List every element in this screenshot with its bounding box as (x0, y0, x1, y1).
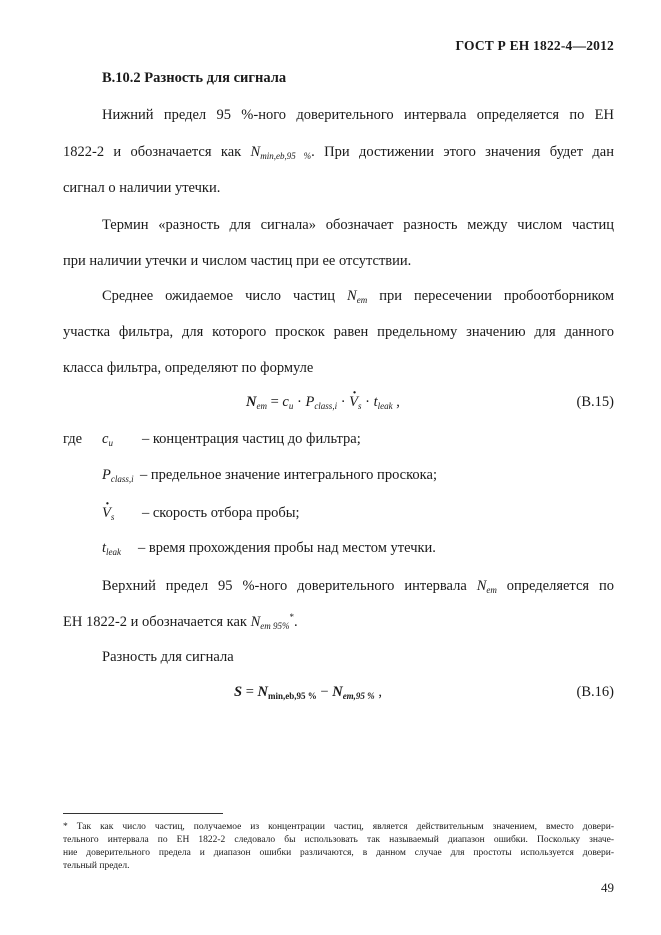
def-cu-symbol: $c_u$ (102, 431, 113, 448)
def-vs-text: – скорость отбора пробы; (142, 505, 300, 521)
formula-b15: $N_{em} = c_u \cdot P_{class,i}$ · · $V_s \cdot t_{leak}$ , (246, 394, 400, 411)
page-number: 49 (601, 880, 614, 895)
equation-number-b16: (B.16) (576, 684, 614, 700)
para2-line1: Термин «разность для сигнала» обозначает разность между числом частиц (102, 217, 614, 233)
def-vs-symbol: · $V_s$ (102, 505, 114, 522)
footnote-line4: тельный предел. (63, 861, 130, 871)
footnote-marker: * (289, 612, 295, 622)
n-min-symbol: N (250, 144, 261, 160)
equation-number-b15: (B.15) (576, 394, 614, 410)
para1-line2: 1822-2 и обозначается как $N_{min,eb,95 \%}$. При достижении этого значения будет дан (63, 144, 614, 161)
def-pclass-symbol: $P_{class,i}$ (102, 467, 134, 484)
para4-line2: ЕН 1822-2 и обозначается как $N_{em 95\%}^*$. (63, 612, 298, 631)
def-tleak-symbol: $t_{leak}$ (102, 540, 122, 557)
footnote-divider (63, 813, 223, 814)
para3-line2: участка фильтра, для которого проскок равен предельному значению для данного (63, 324, 614, 340)
footnote-line2: тельного интервала по ЕН 1822-2 следовало бы использовать так называемый диапазон ошибки. Поскольку значе- (63, 835, 614, 845)
formula-b16: $S = N_{min,eb,95 \%} - N_{em,95 \%}$ , (234, 684, 382, 701)
para5-line1: Разность для сигнала (102, 649, 234, 665)
footnote-line1: * Так как число частиц, получаемое из концентрации частиц, является действительным значением, вместо довери- (63, 822, 614, 832)
n-em-symbol: N (347, 288, 357, 304)
para1-line3: сигнал о наличии утечки. (63, 180, 221, 196)
para3-line3: класса фильтра, определяют по формуле (63, 360, 314, 376)
def-tleak-text: – время прохождения пробы над местом утечки. (138, 540, 436, 556)
footnote-line3: ние доверительного предела и диапазон ошибки различаются, в данном случае для простоты используется довери- (63, 848, 614, 858)
section-title: B.10.2 Разность для сигнала (102, 70, 287, 86)
def-pclass-text: – предельное значение интегрального проскока; (140, 467, 437, 483)
para2-line2: при наличии утечки и числом частиц при ее отсутствии. (63, 253, 412, 269)
para1-line1: Нижний предел 95 %-ного доверительного интервала определяется по ЕН (102, 107, 614, 123)
standard-header: ГОСТ Р ЕН 1822-4—2012 (455, 38, 614, 53)
para4-line1: Верхний предел 95 %-ного доверительного интервала $N_{em}$ определяется по (102, 578, 614, 595)
para3-line1: Среднее ожидаемое число частиц $N_{em}$ при пересечении пробоотборником (102, 288, 614, 305)
def-cu-text: – концентрация частиц до фильтра; (142, 431, 361, 447)
where-label: где (63, 431, 83, 447)
